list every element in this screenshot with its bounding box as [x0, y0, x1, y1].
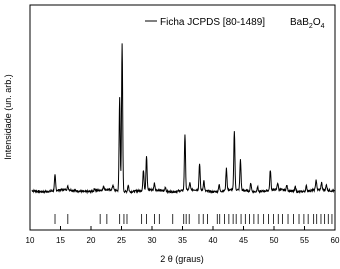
x-axis-ticks — [26, 226, 340, 245]
x-tick-label: 35 — [178, 236, 187, 245]
compound-mid: O — [312, 17, 321, 28]
compound-sub-2: 4 — [320, 23, 325, 30]
x-tick-label: 45 — [239, 236, 248, 245]
compound-sub-1: 2 — [308, 23, 313, 30]
x-axis-title: 2 θ (graus) — [160, 254, 204, 264]
x-tick-label: 50 — [269, 236, 279, 245]
x-tick-label: 10 — [25, 236, 35, 245]
diffraction-pattern-line — [32, 43, 335, 192]
compound-base: BaB — [290, 17, 309, 28]
x-tick-label: 40 — [208, 236, 218, 245]
x-tick-label: 25 — [117, 236, 126, 245]
plot-frame — [30, 5, 335, 230]
x-tick-label: 60 — [330, 236, 340, 245]
legend — [145, 17, 325, 30]
x-tick-label: 55 — [300, 236, 309, 245]
x-tick-label: 20 — [86, 236, 96, 245]
legend-compound-formula — [290, 17, 325, 30]
reference-lines — [55, 214, 332, 224]
y-axis-title: Intensidade (un. arb.) — [3, 74, 13, 160]
x-tick-label: 30 — [147, 236, 157, 245]
legend-entry-label: Ficha JCPDS [80-1489] — [160, 17, 266, 28]
x-tick-label: 15 — [56, 236, 65, 245]
